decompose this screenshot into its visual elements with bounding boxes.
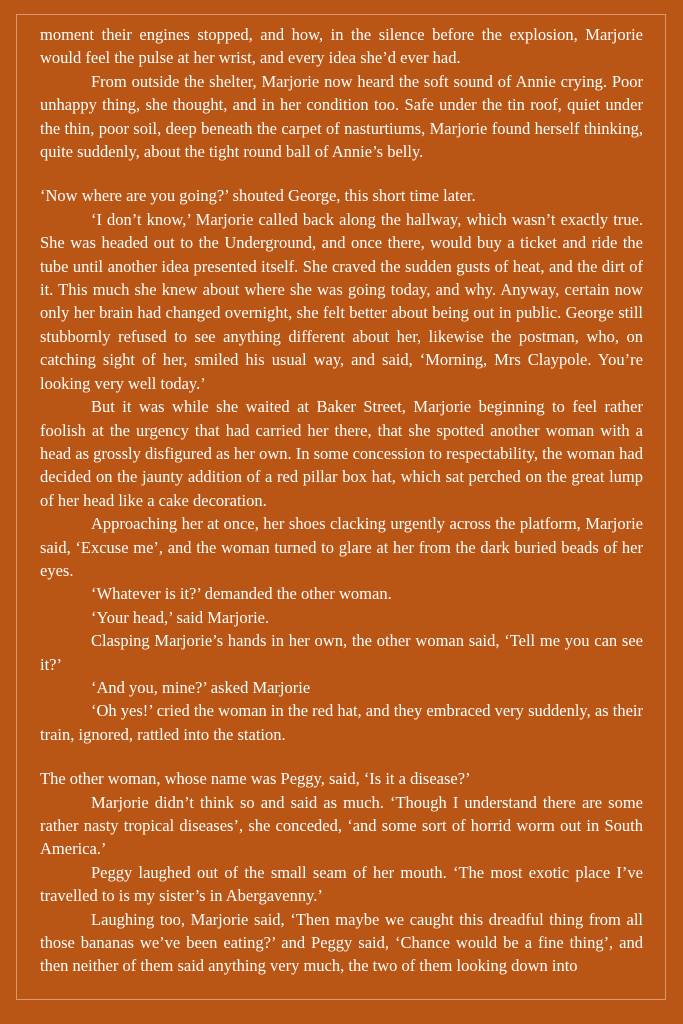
book-text: [40, 23, 643, 978]
paragraph: ‘And you, mine?’ asked Marjorie: [91, 677, 311, 697]
paragraph: Laughing too, Marjorie said, ‘Then maybe we caught this dreadful thing from all those bananas we’ve been eating?’ and Peggy said, ‘Chance would be a fine thing’, and then neither of them said anything very much, the two of them looking down into: [40, 909, 643, 976]
paragraph: Approaching her at once, her shoes clacking urgently across the platform, Marjorie said, ‘Excuse me’, and the woman turned to glare at her from the dark buried beads of her eyes.: [40, 514, 643, 580]
paragraph: ‘I don’t know,’ Marjorie called back along the hallway, which wasn’t exactly true. She was headed out to the Underground, and once there, would buy a ticket and ride the tube until another idea presented itself. She craved the sudden gusts of heat, and the dirt of it. This much she knew about where she was going today, and why. Anyway, certain now only her brain had changed overnight, she felt better about being out in public. George still stubbornly refused to see anything different about her, likewise the postman, who, on catching sight of her, smiled his usual way, and said, ‘Morning, Mrs Claypole. You’re looking very well today.’: [40, 209, 643, 393]
section-start-paragraph: The other woman, whose name was Peggy, said, ‘Is it a disease?’: [40, 769, 471, 789]
paragraph: ‘Oh yes!’ cried the woman in the red hat, and they embraced very suddenly, as their train, ignored, rattled into the station.: [40, 701, 643, 744]
paragraph: From outside the shelter, Marjorie now heard the soft sound of Annie crying. Poor unhappy thing, she thought, and in her condition too. Safe under the tin roof, quiet under the thin, poor soil, deep beneath the carpet of nasturtiums, Marjorie found herself thinking, quite suddenly, about the tight round ball of Annie’s belly.: [40, 71, 643, 162]
paragraph: But it was while she waited at Baker Street, Marjorie beginning to feel rather foolish at the urgency that had carried her there, that she spotted another woman with a head as grossly disfigured as her own. In some concession to respectability, the woman had decided on the jaunty addition of a red pillar box hat, which sat perched on the great lump of her head like a cake decoration.: [40, 397, 643, 510]
paragraph: Marjorie didn’t think so and said as much. ‘Though I understand there are some rather nasty tropical diseases’, she conceded, ‘and some sort of horrid worm out in South America.’: [40, 792, 643, 859]
section-start-paragraph: ‘Now where are you going?’ shouted George, this short time later.: [40, 186, 476, 206]
paragraph: moment their engines stopped, and how, in the silence before the explosion, Marjorie would feel the pulse at her wrist, and every idea she’d ever had.: [40, 25, 643, 68]
paragraph: ‘Your head,’ said Marjorie.: [91, 607, 270, 627]
paragraph: Peggy laughed out of the small seam of her mouth. ‘The most exotic place I’ve travelled to is my sister’s in Abergavenny.’: [40, 862, 643, 906]
paragraph: ‘Whatever is it?’ demanded the other woman.: [91, 584, 392, 604]
paragraph: Clasping Marjorie’s hands in her own, the other woman said, ‘Tell me you can see it?’: [40, 631, 643, 674]
